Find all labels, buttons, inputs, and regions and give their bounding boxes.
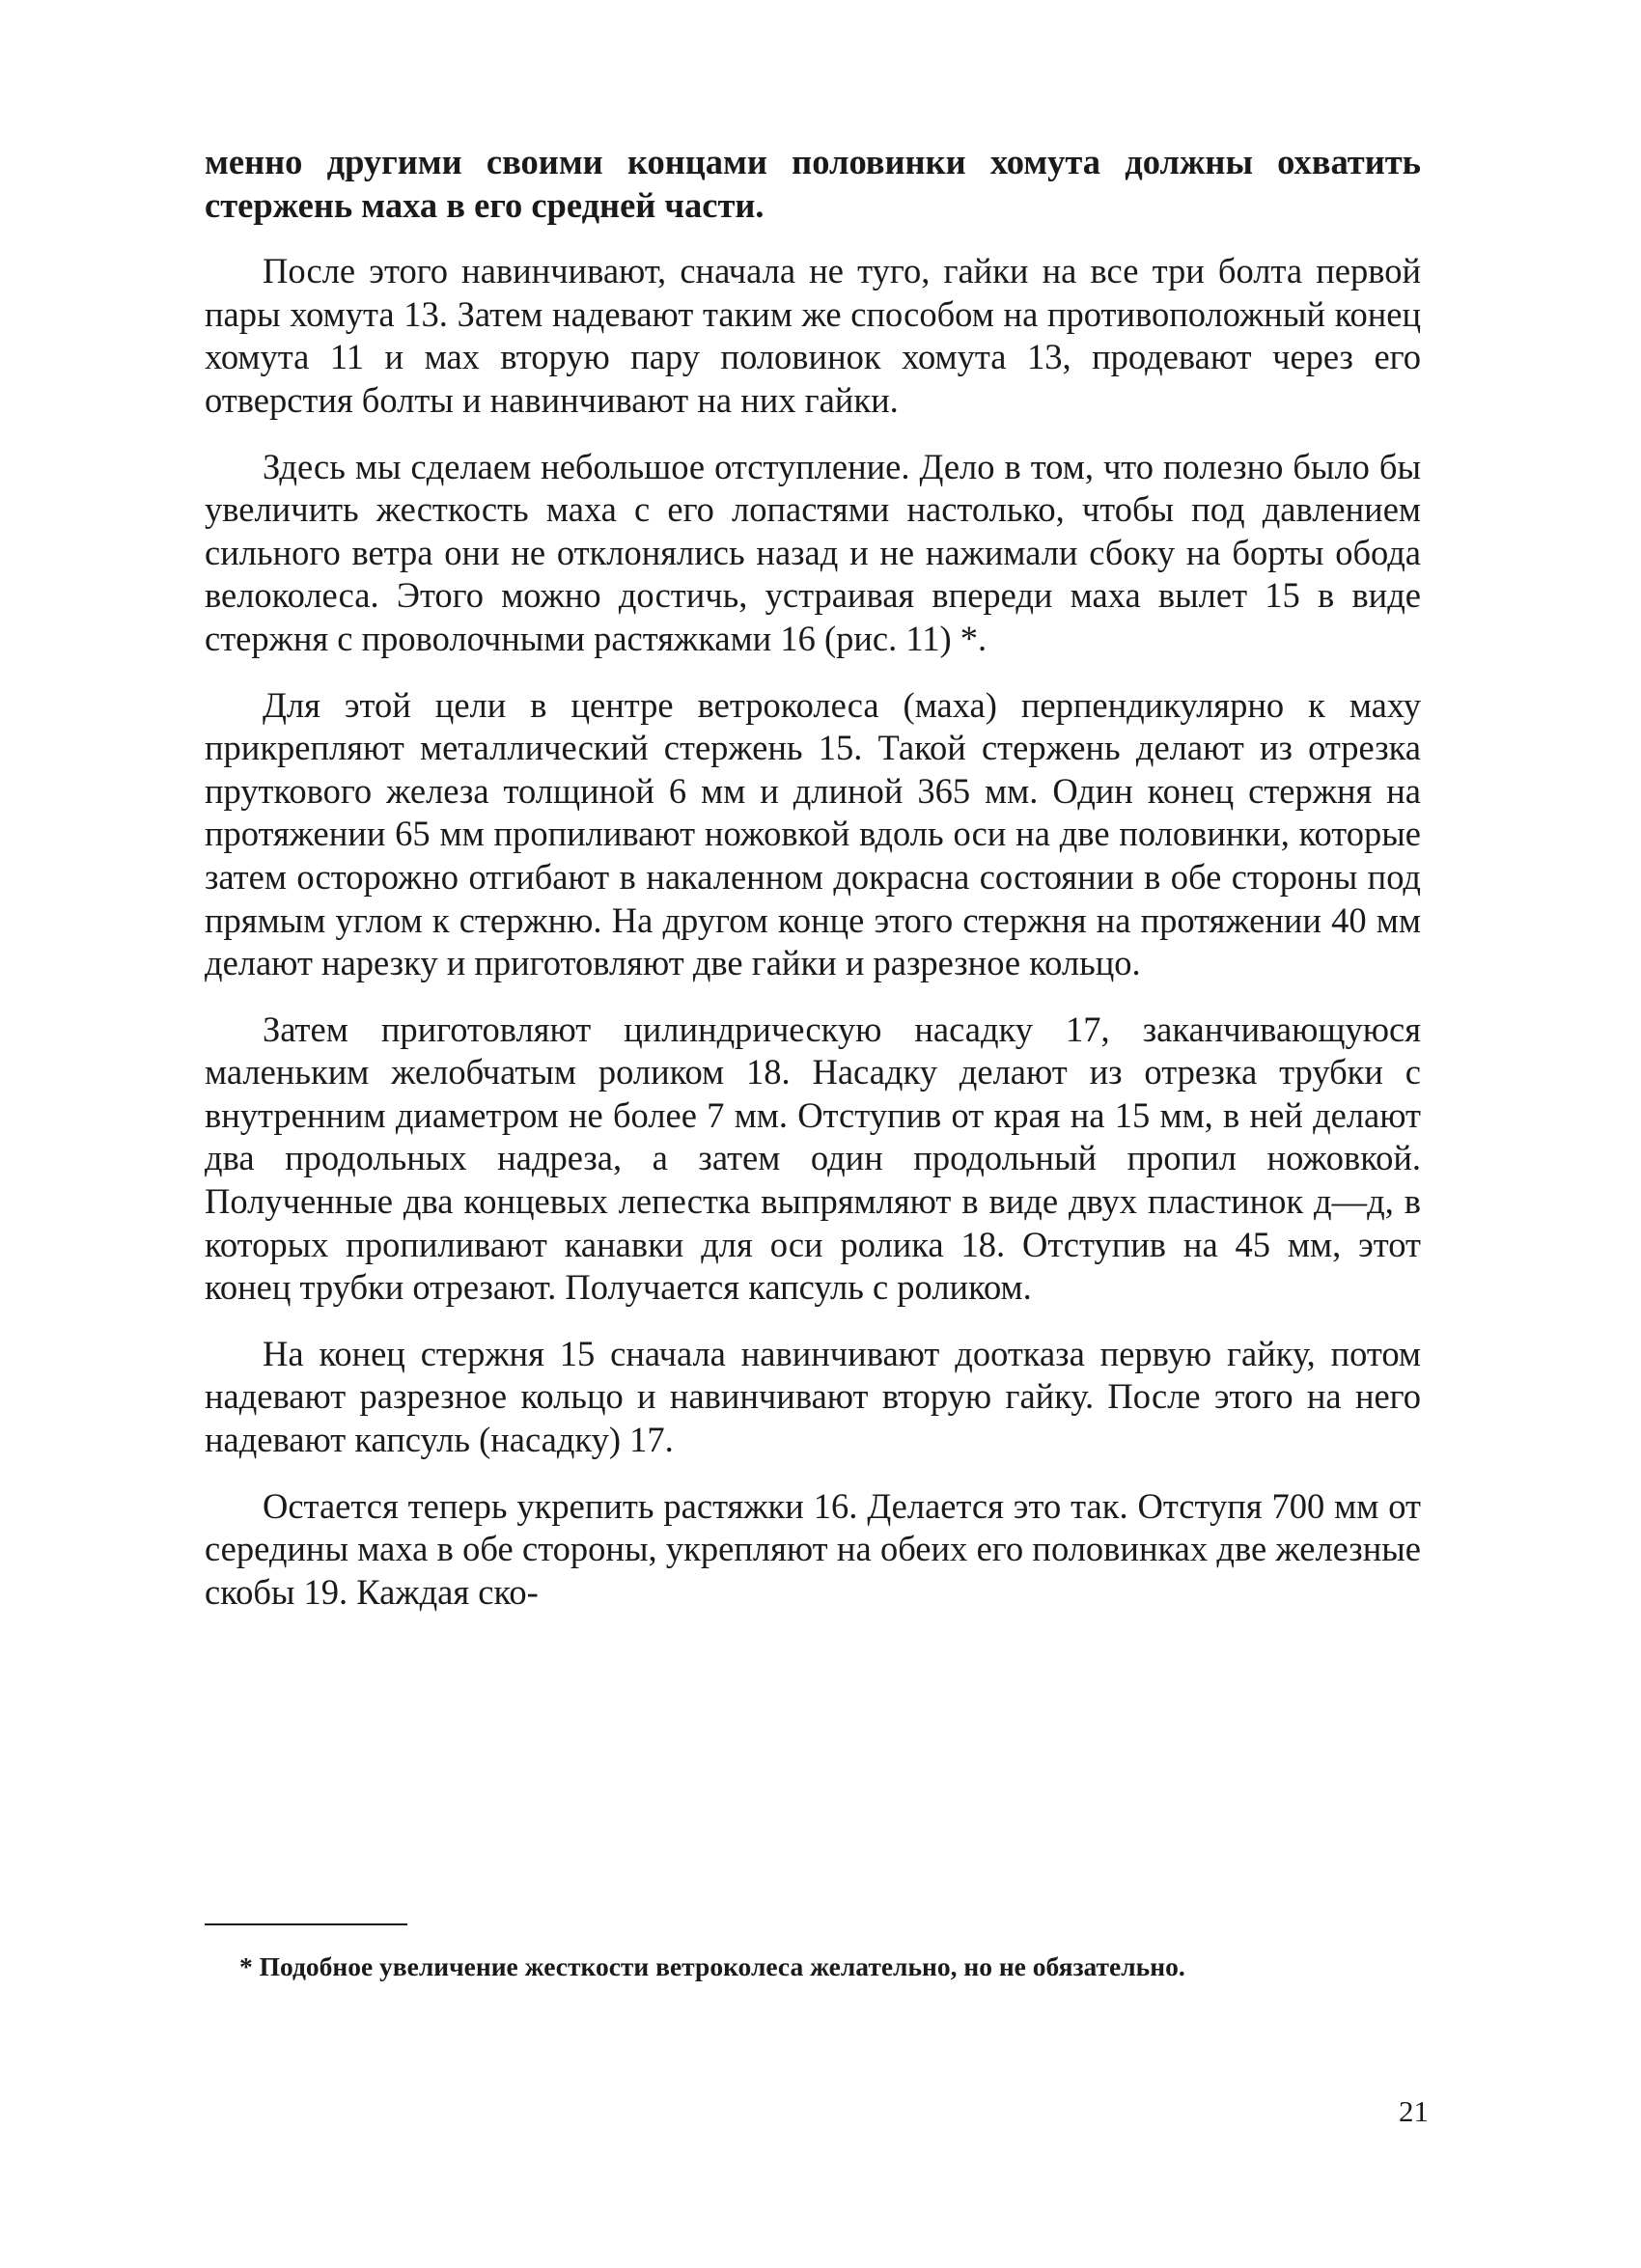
footnote-divider: [205, 1923, 407, 1925]
footnote: * Подобное увеличение жесткости ветроколеса желательно, но не обязательно.: [239, 1951, 1185, 1981]
paragraph-5: Затем приготовляют цилиндрическую насадку 17, заканчивающуюся маленьким желобчатым роликом 18. Насадку делают из отрезка трубки с внутренним диаметром не более 7 мм. Отступив от края на 15 мм, в ней делают два продольных надреза, а затем один продольный пропил ножовкой. Полученные два концевых лепестка выпрямляют в виде двух пластинок д—д, в которых пропиливают канавки для оси ролика 18. Отступив на 45 мм, этот конец трубки отрезают. Получается капсуль с роликом.: [205, 1009, 1421, 1308]
page-number: 21: [1399, 2094, 1429, 2128]
paragraph-continuation: менно другими своими концами половинки хомута должны охватить стержень маха в его средней части.: [205, 142, 1421, 225]
paragraph-6: На конец стержня 15 сначала навинчивают доотказа первую гайку, потом надевают разрезное кольцо и навинчивают вторую гайку. После этого на него надевают капсуль (насадку) 17.: [205, 1333, 1421, 1460]
page-body: [205, 141, 1421, 1614]
paragraph-2: После этого навинчивают, сначала не туго, гайки на все три болта первой пары хомута 13. Затем надевают таким же способом на противоположный конец хомута 11 и мах вторую пару половинок хомута 13, продевают через его отверстия болты и навинчивают на них гайки.: [205, 251, 1421, 420]
paragraph-3: Здесь мы сделаем небольшое отступление. Дело в том, что полезно было бы увеличить жесткость маха с его лопастями настолько, чтобы под давлением сильного ветра они не отклонялись назад и не нажимали сбоку на борты обода велоколеса. Этого можно достичь, устраивая впереди маха вылет 15 в виде стержня с проволочными растяжками 16 (рис. 11) *.: [205, 446, 1421, 658]
paragraph-4: Для этой цели в центре ветроколеса (маха) перпендикулярно к маху прикрепляют металлический стержень 15. Такой стержень делают из отрезка пруткового железа толщиной 6 мм и длиной 365 мм. Один конец стержня на протяжении 65 мм пропиливают ножовкой вдоль оси на две половинки, которые затем осторожно отгибают в накаленном докрасна состоянии в обе стороны под прямым углом к стержню. На другом конце этого стержня на протяжении 40 мм делают нарезку и приготовляют две гайки и разрезное кольцо.: [205, 684, 1421, 983]
paragraph-7: Остается теперь укрепить растяжки 16. Делается это так. Отступя 700 мм от середины маха в обе стороны, укрепляют на обеих его половинках две железные скобы 19. Каждая ско-: [205, 1485, 1421, 1612]
